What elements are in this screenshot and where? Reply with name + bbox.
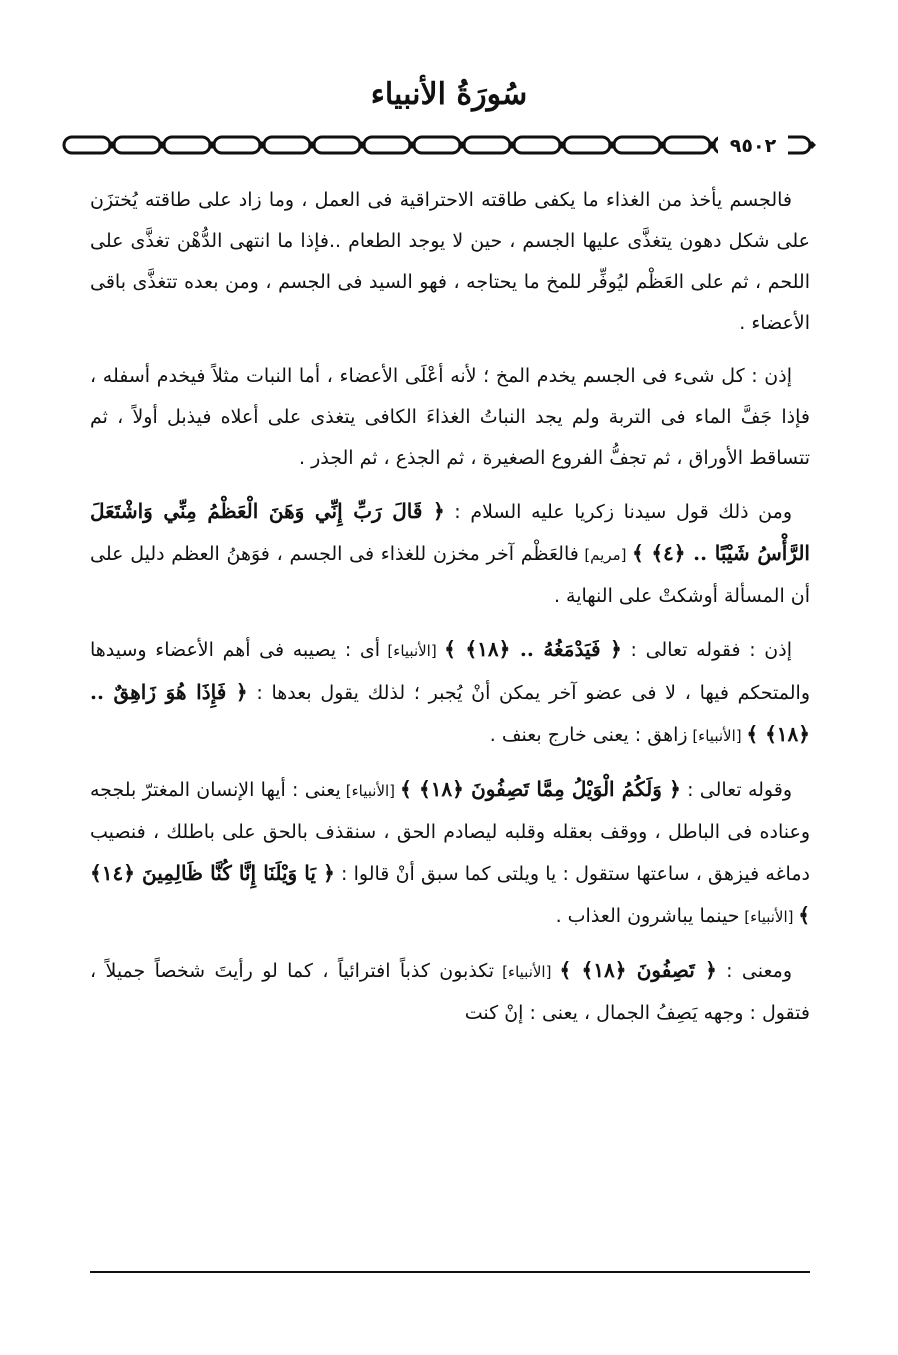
quran-verse: ﴿ تَصِفُونَ ﴿١٨﴾ ﴾ [559, 958, 717, 982]
text-segment: زاهق : يعنى خارج بعنف . [489, 724, 688, 746]
chain-link [214, 137, 260, 153]
chain-link [564, 137, 610, 153]
text-segment: فالجسم يأخذ من الغذاء ما يكفى طاقته الاحتراقية فى العمل ، وما زاد على طاقته يُختزَن على شكل دهون يتغذَّى عليها الجسم ، حين لا يوجد الطعام ..فإذا ما انتهى الدُّهْن تغذَّى على اللحم ، ثم على العَظْم ليُوفِّر للمخ ما يحتاجه ، فهو السيد فى الجسم ، ومن بعده تتغذَّى باقى الأعضاء . [90, 189, 810, 334]
text-segment: إذن : كل شىء فى الجسم يخدم المخ ؛ لأنه أعْلَى الأعضاء ، أما النبات مثلاً فيخدم أسفله ، فإذا جَفَّ الماء فى التربة ولم يجد النباتُ الغذاءَ الكافى يتغذى على أعلاه فيذبل أولاً ، ثم تتساقط الأوراق ، ثم تجفُّ الفروع الصغيرة ، ثم الجذع ، ثم الجذر . [90, 365, 810, 469]
quran-verse: ﴿ فَيَدْمَغُهُ .. ﴿١٨﴾ ﴾ [444, 637, 622, 661]
surah-reference: [الأنبياء] [340, 782, 401, 800]
text-segment: فالعَظْم آخر مخزن للغذاء فى الجسم ، فوَهنُ العظم دليل على أن المسألة أوشكتْ على النهاية . [90, 543, 810, 607]
chain-link [514, 137, 560, 153]
paragraph [90, 180, 810, 344]
chain-link [414, 137, 460, 153]
text-segment: حينما يباشرون العذاب . [555, 905, 740, 927]
surah-reference: [الأنبياء] [494, 963, 560, 981]
surah-reference: [الأنبياء] [687, 727, 747, 745]
chain-link [464, 137, 510, 153]
text-segment: وقوله تعالى : [680, 779, 792, 801]
quran-verse: ﴿ قَالَ رَبِّ إِنِّي وَهَنَ الْعَظْمُ مِنِّي وَاشْتَعَلَ الرَّأْسُ شَيْبًا .. ﴿٤﴾ ﴾ [90, 499, 810, 565]
surah-reference: [الأنبياء] [739, 908, 799, 926]
text-segment: أى : يصيبه فى أهم الأعضاء وسيدها والمتحكم فيها ، لا فى عضو آخر يمكن أنْ يُجبر ؛ لذلك يقول بعدها : [90, 639, 810, 704]
chain-link [264, 137, 310, 153]
footer-divider [90, 1271, 810, 1273]
chain-link [164, 137, 210, 153]
quran-verse: ﴿ فَإِذَا هُوَ زَاهِقٌ .. ﴿١٨﴾ ﴾ [90, 680, 810, 746]
paragraph [90, 950, 810, 1034]
page-number: ٩٥٠٢ [718, 133, 788, 159]
surah-reference: [مريم] [578, 546, 632, 564]
chain-link [664, 137, 710, 153]
text-segment: إذن : فقوله تعالى : [621, 639, 792, 661]
chain-link [314, 137, 360, 153]
text-segment: تكذبون كذباً افترائياً ، كما لو رأيتَ شخصاً جميلاً ، فتقول : وجهه يَصِفُ الجمال ، يعنى : إنْ كنت [90, 960, 810, 1024]
text-segment: ومعنى : [716, 960, 792, 982]
paragraph [90, 491, 810, 617]
chain-link [114, 137, 160, 153]
quran-verse: ﴿ وَلَكُمُ الْوَيْلُ مِمَّا تَصِفُونَ ﴿١٨﴾ ﴾ [400, 777, 681, 801]
paragraph [90, 356, 810, 479]
chain-link [364, 137, 410, 153]
paragraph [90, 769, 810, 938]
paragraph [90, 629, 810, 757]
chain-link [614, 137, 660, 153]
text-segment: ومن ذلك قول سيدنا زكريا عليه السلام : [444, 501, 793, 523]
chain-link [64, 137, 110, 153]
text-segment: يعنى : أيها الإنسان المغترّ بلججه وعناده فى الباطل ، ووقف بعقله وقلبه ليصادم الحق ، سنقذف بالحق على باطلك ، فنصيب دماغه فيزهق ، ساعتها ستقول : يا ويلتى كما سبق أنْ قالوا : [90, 779, 810, 885]
ornamental-border [60, 128, 830, 162]
surah-reference: [الأنبياء] [380, 642, 445, 660]
quran-verse: ﴿ يَا وَيْلَنَا إِنَّا كُنَّا ظَالِمِينَ ﴿١٤﴾ ﴾ [90, 861, 810, 927]
surah-title: سُورَةُ الأنبياء [370, 77, 528, 112]
body-text [90, 180, 810, 1046]
